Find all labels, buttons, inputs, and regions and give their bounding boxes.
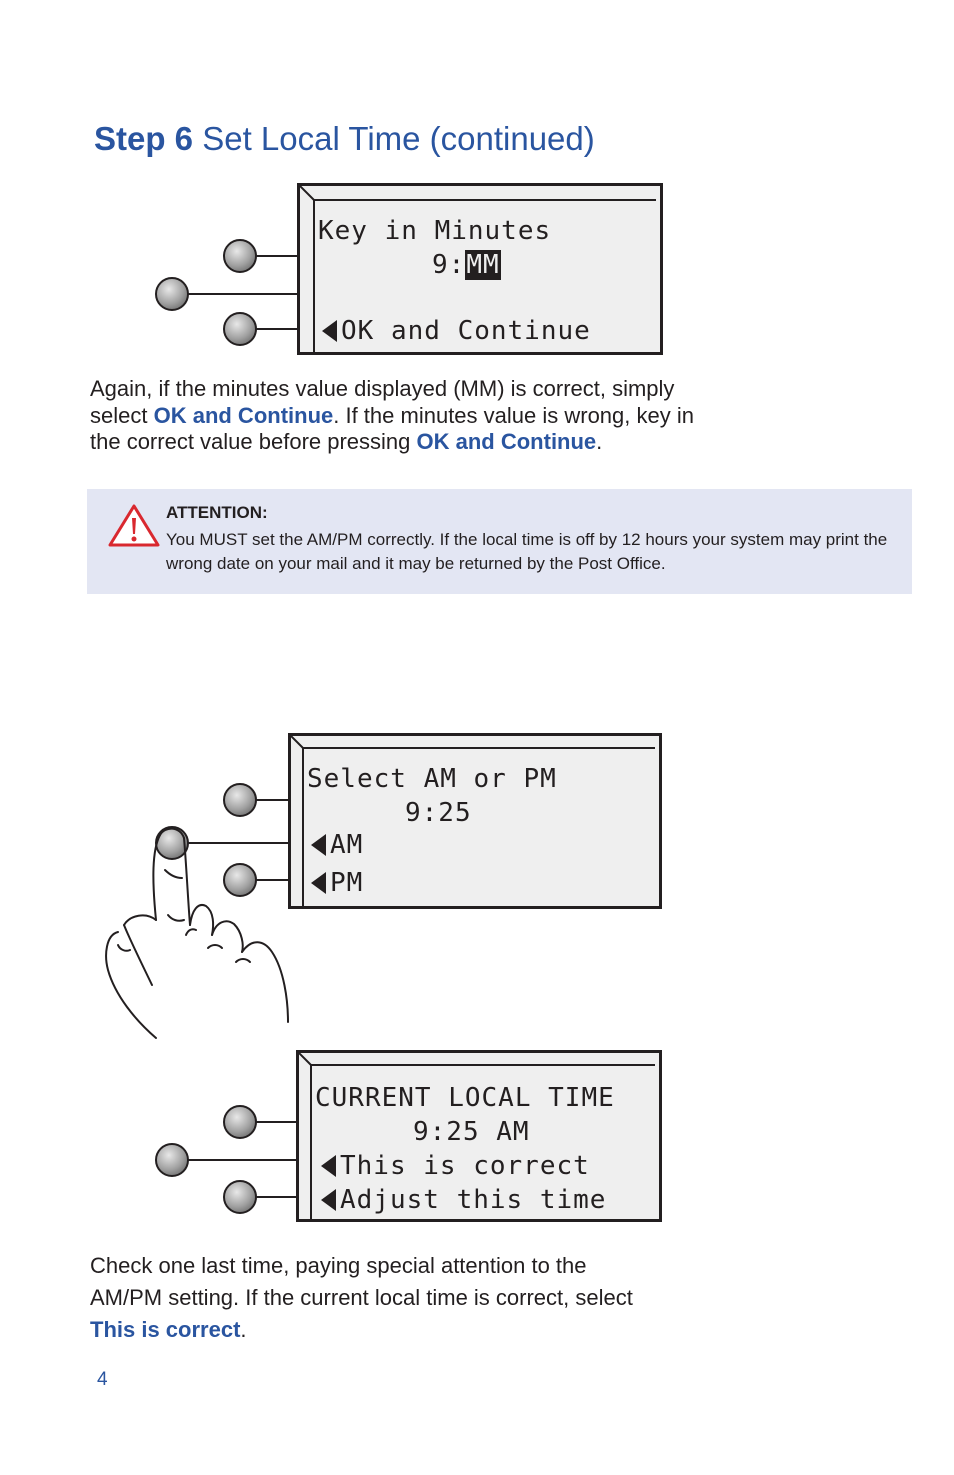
para-line: Again, if the minutes value displayed (MM) is correct, simply — [90, 376, 675, 401]
lcd-line: Key in Minutes — [318, 216, 552, 246]
screen1-button-bottom[interactable] — [224, 313, 256, 345]
lcd-screen-current-time — [296, 1050, 662, 1222]
lcd-option-adjust-time[interactable] — [321, 1185, 606, 1215]
screen2-button-top[interactable] — [224, 784, 256, 816]
left-arrow-icon — [321, 1155, 336, 1177]
left-arrow-icon — [311, 834, 326, 856]
attention-title: ATTENTION: — [166, 503, 268, 522]
para-line — [90, 1314, 790, 1346]
lcd-line: CURRENT LOCAL TIME — [315, 1083, 615, 1113]
para-line: Check one last time, paying special attention to the — [90, 1253, 587, 1278]
lcd-screen-ampm — [288, 733, 662, 909]
screen2-button-pm[interactable] — [224, 864, 256, 896]
lcd-option-pm[interactable] — [311, 868, 363, 898]
lcd-screen-minutes — [297, 183, 663, 355]
screen3-button-bottom[interactable] — [224, 1181, 256, 1213]
lcd-line-minutes — [432, 250, 501, 280]
instruction-paragraph-1 — [90, 376, 790, 456]
hour-value: 9: — [432, 250, 466, 280]
lcd-line-time: 9:25 AM — [413, 1117, 530, 1147]
para-text: . — [240, 1317, 247, 1342]
para-line — [90, 403, 790, 430]
lcd-option-ok-continue[interactable] — [322, 316, 591, 346]
left-arrow-icon — [321, 1189, 336, 1211]
screen2-button-am[interactable] — [156, 827, 188, 859]
lcd-line: Select AM or PM — [307, 764, 557, 794]
para-line: AM/PM setting. If the current local time is correct, select — [90, 1285, 633, 1310]
lcd-line-time: 9:25 — [405, 798, 472, 828]
minutes-highlight: MM — [466, 250, 500, 280]
pointing-hand-icon — [106, 829, 288, 1038]
para-text: the correct value before pressing — [90, 429, 417, 454]
lcd-option-this-is-correct[interactable] — [321, 1151, 590, 1181]
page-number: 4 — [97, 1369, 108, 1390]
option-label: This is correct — [340, 1151, 590, 1181]
ok-continue-highlight: OK and Continue — [153, 402, 334, 428]
screen1-button-middle[interactable] — [156, 278, 188, 310]
option-label: OK and Continue — [341, 316, 591, 346]
instruction-paragraph-2 — [90, 1250, 790, 1346]
this-is-correct-highlight: This is correct — [90, 1317, 241, 1342]
left-arrow-icon — [311, 872, 326, 894]
screen1-button-top[interactable] — [224, 240, 256, 272]
ok-continue-highlight: OK and Continue — [416, 429, 597, 454]
para-text: . If the minutes value is wrong, key in — [333, 402, 694, 428]
attention-text: You MUST set the AM/PM correctly. If the local time is off by 12 hours your system may print the wrong date on your mail and it may be returned by the Post Office. — [166, 530, 888, 573]
step-label: Step 6 — [94, 120, 194, 157]
screen3-button-middle[interactable] — [156, 1144, 188, 1176]
screen3-button-top[interactable] — [224, 1106, 256, 1138]
option-label: PM — [330, 868, 364, 898]
option-label: AM — [330, 830, 364, 860]
para-line — [90, 429, 790, 456]
left-arrow-icon — [322, 320, 337, 342]
lcd-option-am[interactable] — [311, 830, 363, 860]
title-text: Set Local Time (continued) — [202, 120, 595, 157]
option-label: Adjust this time — [340, 1185, 607, 1215]
para-text: select — [90, 402, 154, 428]
para-text: . — [596, 429, 603, 454]
